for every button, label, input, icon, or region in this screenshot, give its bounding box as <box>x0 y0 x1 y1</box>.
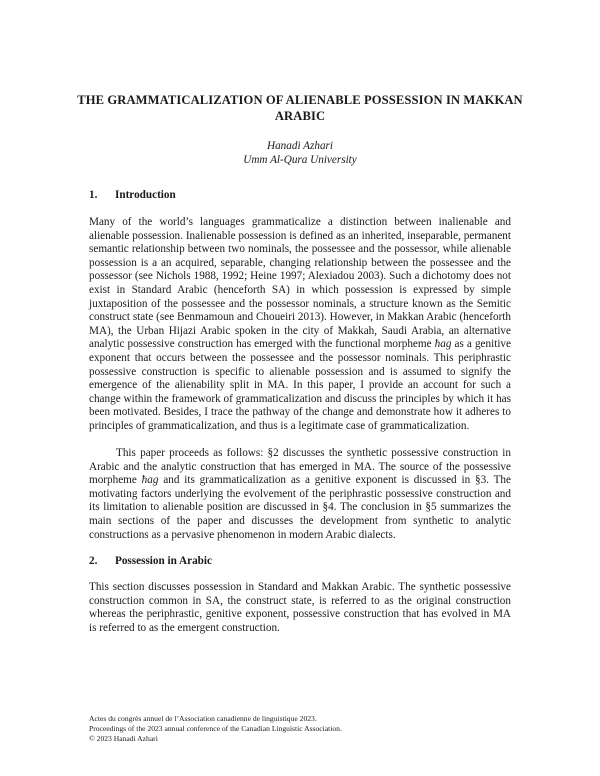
paragraph-text: and its grammaticalization as a genitive exponent is discussed in §3. The motivating factors underlying the evolvement of the periphrastic possessive construction and its limitation to alienable position are discussed in §4. The conclusion in §5 summarizes the main sections of the paper and discusses the development from synthetic to analytic constructions as a pervasive phenomenon in modern Arabic dialects. <box>89 474 511 541</box>
intro-paragraph-1 <box>89 216 511 434</box>
author-name: Hanadi Azhari <box>267 140 333 152</box>
author-affiliation: Umm Al-Qura University <box>243 154 357 166</box>
footer-line-english: Proceedings of the 2023 annual conference of the Canadian Linguistic Association. <box>89 724 342 733</box>
page-footer <box>89 714 342 744</box>
morpheme-term: ħag <box>141 474 159 487</box>
section-heading-possession <box>89 554 212 568</box>
footer-copyright: © 2023 Hanadi Azhari <box>89 734 158 743</box>
footer-line-french: Actes du congrès annuel de l’Association canadienne de linguistique 2023. <box>89 714 317 723</box>
possession-paragraph: This section discusses possession in Standard and Makkan Arabic. The synthetic possessive construction common in SA, the construct state, is referred to as the original construction whereas the periphrastic, genitive exponent, possessive construction that has evolved in MA is referred to as the emergent construction. <box>89 581 511 634</box>
paragraph-text: Many of the world’s languages grammaticalize a distinction between inalienable and alienable possession. Inalienable possession is defined as an inherited, inseparable, permanent semantic relationship between two nominals, the possessee and the possessor, while alienable possession is a an acquired, separable, changing relationship between the possessee and the possessor (see Nichols 1988, 1992; Heine 1997; Alexiadou 2003). Such a dichotomy does not exist in Standard Arabic (henceforth SA) in which possession is expressed by simple juxtaposition of the possessee and the possessor nominals, a structure known as the Semitic construct state (see Benmamoun and Choueiri 2013). However, in Makkan Arabic (henceforth MA), the Urban Hijazi Arabic spoken in the city of Makkah, Saudi Arabia, an alternative analytic possessive construction has emerged with the functional morpheme <box>89 216 511 351</box>
section-heading-introduction <box>89 188 176 202</box>
section-title: Introduction <box>115 189 176 201</box>
section-number: 1. <box>89 189 98 201</box>
section-title: Possession in Arabic <box>115 555 212 567</box>
section-number: 2. <box>89 555 98 567</box>
paragraph-text: as a genitive exponent that occurs between the possessee and the possessor nominals. This periphrastic possessive construction is specific to alienable possession and is assumed to signify the emergence of the alienability split in MA. In this paper, I provide an account for such a change within the framework of grammaticalization and discuss the principles by which it has been motivated. Besides, I trace the pathway of the change and demonstrate how it adheres to principles of grammaticalization, and thus is a legitimate case of grammaticalization. <box>89 338 511 432</box>
morpheme-term: ħag <box>434 338 452 351</box>
paper-title: THE GRAMMATICALIZATION OF ALIENABLE POSSESSION IN MAKKAN ARABIC <box>77 93 523 123</box>
intro-paragraph-2 <box>89 447 511 542</box>
paragraph-text: This paper proceeds as follows: §2 discusses the synthetic possessive construction in Arabic and the analytic construction that has emerged in MA. The source of the possessive morpheme <box>89 447 511 487</box>
